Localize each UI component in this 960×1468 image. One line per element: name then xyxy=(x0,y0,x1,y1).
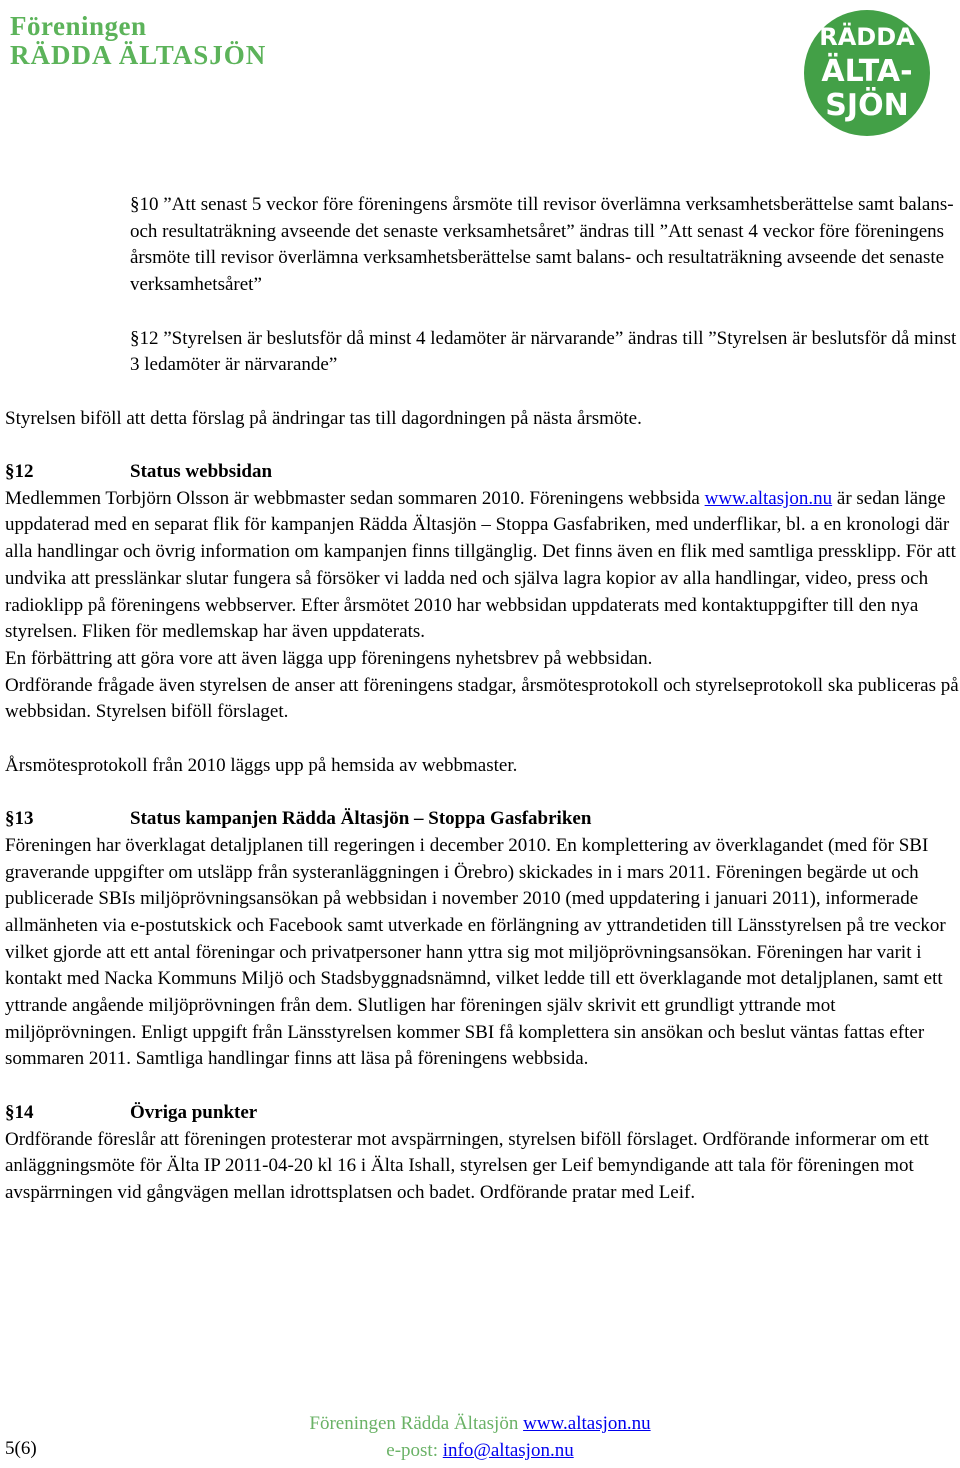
section-14-number: §14 xyxy=(5,1101,34,1123)
section-13-number: §13 xyxy=(5,808,34,830)
section-12-improvement: En förbättring att göra vore att även lägga upp föreningens nyhetsbrev på webbsidan. xyxy=(5,647,653,669)
radda-altasjon-logo xyxy=(803,9,931,137)
footer-website-link[interactable]: www.altasjon.nu xyxy=(523,1413,651,1434)
section-12-decision: Årsmötesprotokoll från 2010 läggs upp på hemsida av webbmaster. xyxy=(5,754,518,776)
organization-name xyxy=(10,12,266,70)
section-12-text-end: är sedan länge uppdaterad med en separat flik för kampanjen Rädda Ältasjön – Stoppa Gasfabriken, med underflikar, bl. a en kronologi där alla handlingar och övrig information om kampanjen finns tillgänglig. Det finns även en flik med samtliga pressklipp. För att undvika att presslänkar slutar fungera så försöker vi ladda ned och själva lagra kopior av alla handlingar, video, press och radioklipp på föreningens webbserver. Efter årsmötet 2010 har webbsidan uppdaterats med kontaktuppgifter till den nya styrelsen. Fliken för medlemskap har även uppdaterats. xyxy=(5,487,956,643)
document-body xyxy=(5,192,960,1207)
footer-email-link[interactable]: info@altasjon.nu xyxy=(442,1440,574,1461)
logo-text-line1: RÄDDA xyxy=(819,23,915,51)
footer-line2 xyxy=(0,1437,960,1464)
website-link[interactable]: www.altasjon.nu xyxy=(704,487,833,509)
logo-text-line3: SJÖN xyxy=(825,88,909,123)
footer xyxy=(0,1410,960,1464)
section-13-title: Status kampanjen Rädda Ältasjön – Stoppa Gasfabriken xyxy=(130,808,592,830)
org-name-line1: Föreningen xyxy=(10,11,147,41)
section-14-title: Övriga punkter xyxy=(130,1101,258,1123)
board-decision: Styrelsen biföll att detta förslag på ändringar tas till dagordningen på nästa årsmöte. xyxy=(5,407,642,429)
footer-email-label: e-post: xyxy=(386,1440,438,1461)
logo-text-line2: ÄLTA- xyxy=(821,54,913,89)
page-number: 5(6) xyxy=(5,1438,37,1459)
section-12-title: Status webbsidan xyxy=(130,460,273,482)
section-12-text xyxy=(5,486,960,646)
footer-org: Föreningen Rädda Ältasjön xyxy=(309,1413,519,1434)
section-12-question: Ordförande frågade även styrelsen de anser att föreningens stadgar, årsmötesprotokoll och styrelseprotokoll ska publiceras på webbsidan. Styrelsen biföll förslaget. xyxy=(5,674,959,723)
section-13-text: Föreningen har överklagat detaljplanen till regeringen i december 2010. En komplettering av överklagandet (med för SBI graverande uppgifter om utsläpp från systeranläggningen i Örebro) skickades in i mars 2011. Föreningen begärde ut och publicerade SBIs miljöprövningsansökan på webbsidan i november 2010 (med uppdatering i januari 2011), informerade allmänheten via e-postutskick och Facebook samt utverkade en förlängning av yttrandetiden till Länsstyrelsen på tre veckor vilket gjorde att ett antal föreningar och privatpersoner hann yttra sig mot miljöprövningsansökan. Föreningen har varit i kontakt med Nacka Kommuns Miljö och Stadsbyggnadsnämnd, vilket ledde till ett överklagande mot detaljplanen, samt ett yttrande angående miljöprövningen från dem. Slutligen har föreningen själv skrivit ett grundligt yttrande mot miljöprövningen. Enligt uppgift från Länsstyrelsen kommer SBI få komplettera sin ansökan och beslut väntas fattas efter sommaren 2011. Samtliga handlingar finns att läsa på föreningens webbsida. xyxy=(5,834,946,1070)
footer-line1 xyxy=(0,1410,960,1437)
paragraph-statute-12: §12 ”Styrelsen är beslutsför då minst 4 ledamöter är närvarande” ändras till ”Styrelsen är beslutsför då minst 3 ledamöter är närvarande” xyxy=(130,327,957,376)
section-14-text: Ordförande föreslår att föreningen protesterar mot avspärrningen, styrelsen biföll förslaget. Ordförande informerar om ett anläggningsmöte för Älta IP 2011-04-20 kl 16 i Älta Ishall, styrelsen ger Leif bemyndigande att tala för föreningen mot avspärrningen vid gångvägen mellan idrottsplatsen och badet. Ordförande pratar med Leif. xyxy=(5,1128,929,1203)
section-12-heading xyxy=(5,459,960,486)
section-12-text-start: Medlemmen Torbjörn Olsson är webbmaster sedan sommaren 2010. Föreningens webbsida xyxy=(5,487,705,509)
section-12-number: §12 xyxy=(5,460,34,482)
section-13-heading xyxy=(5,806,960,833)
paragraph-statute-10: §10 ”Att senast 5 veckor före föreningens årsmöte till revisor överlämna verksamhetsberättelse samt balans- och resultaträkning avseende det senaste verksamhetsåret” ändras till ”Att senast 4 veckor före föreningens årsmöte till revisor överlämna verksamhetsberättelse samt balans- och resultaträkning avseende det senaste verksamhetsåret” xyxy=(130,194,954,296)
org-name-line2: RÄDDA ÄLTASJÖN xyxy=(10,40,267,71)
section-14-heading xyxy=(5,1100,960,1127)
